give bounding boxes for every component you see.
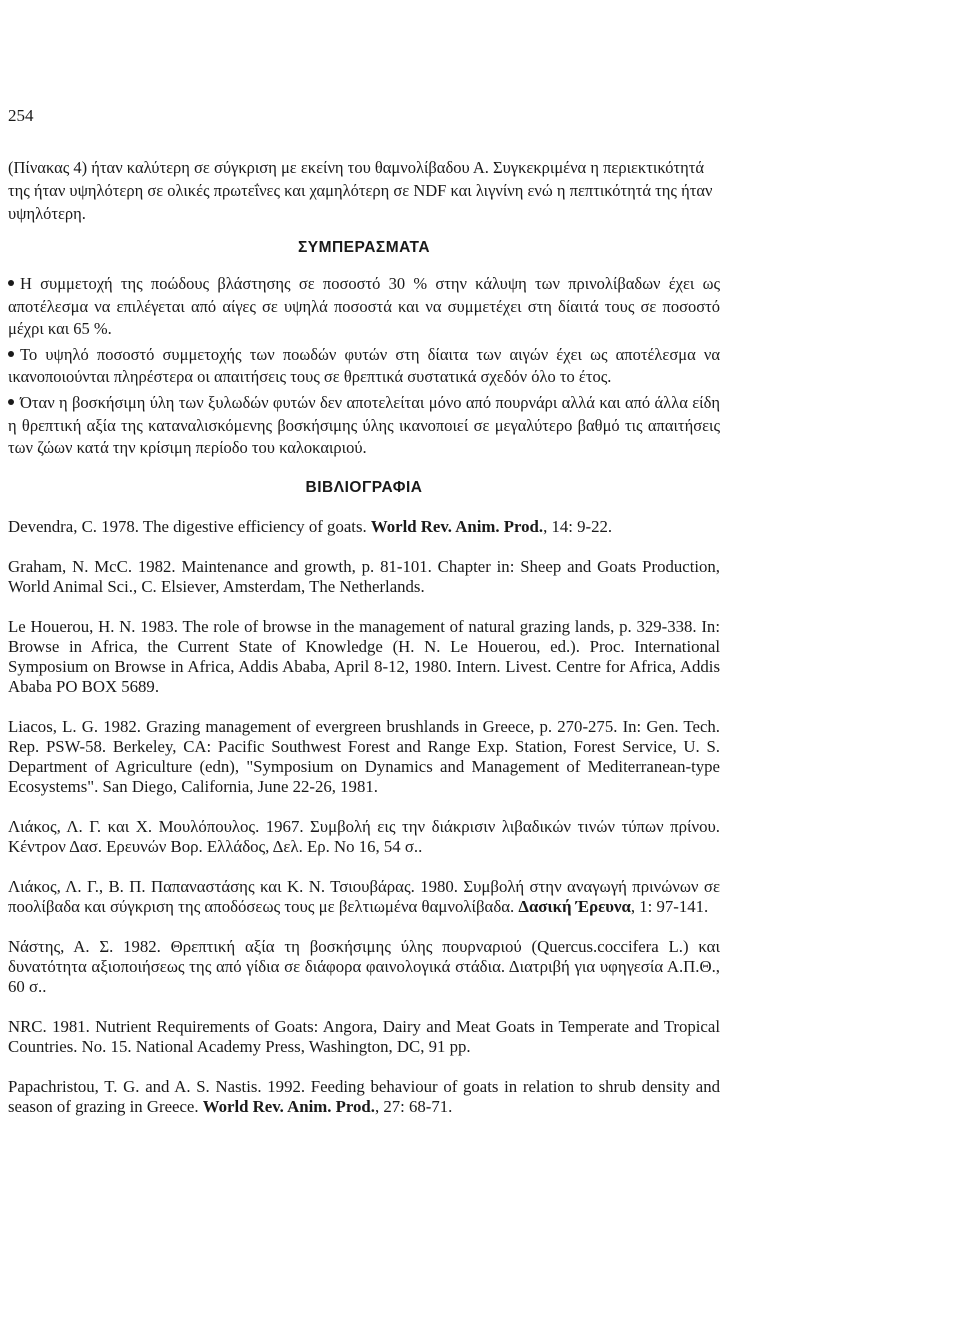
bullet-icon: [8, 280, 14, 286]
reference-entry: [8, 1017, 720, 1057]
ref-tail: , 14: 9-22.: [543, 516, 613, 536]
conclusions-heading: ΣΥΜΠΕΡΑΣΜΑΤΑ: [297, 239, 431, 256]
page-content: [8, 156, 720, 1137]
bullet-icon: [8, 351, 14, 357]
reference-entry: [8, 937, 720, 997]
ref-text: Νάστης, Α. Σ. 1982. Θρεπτική αξία τη βοσκήσιμης ύλης πουρναριού (Quercus.coccifera L.) και δυνατότητα αξιοποιήσεως της από γίδια σε διάφορα φαινολογικά στάδια. Διατριβή για υφηγεσία Α.Π.Θ., 60 σ..: [8, 936, 720, 996]
reference-entry: [8, 617, 720, 697]
reference-entry: [8, 517, 720, 537]
conclusion-text: Όταν η βοσκήσιμη ύλη των ξυλωδών φυτών δεν αποτελείται μόνο από πουρνάρι αλλά και από άλλα είδη η θρεπτική αξία της καταναλισκόμενης βοσκήσιμης ύλης ικανοποιεί σε μεγαλύτερο βαθμό τις απαιτήσεις των ζώων κατά την κρίσιμη περίοδο του καλοκαιριού.: [8, 392, 720, 458]
conclusion-text: Η συμμετοχή της ποώδους βλάστησης σε ποσοστό 30 % στην κάλυψη των πρινολίβαδων έχει ως αποτέλεσμα να επιλέγεται από αίγες σε υψηλά ποσοστά και να συμμετέχει στη δίαιτά τους σε ποσοστό μέχρι και 65 %.: [8, 274, 720, 339]
bullet-icon: [8, 399, 14, 405]
conclusion-item: [8, 273, 720, 341]
page-number: 254: [8, 106, 34, 125]
reference-entry: [8, 1077, 720, 1117]
ref-journal: Δασική Έρευνα: [518, 896, 631, 916]
bibliography-heading: ΒΙΒΛΙΟΓΡΑΦΙΑ: [305, 478, 423, 496]
ref-text: Devendra, C. 1978. The digestive efficiency of goats.: [8, 516, 371, 536]
ref-journal: World Rev. Anim. Prod.: [202, 1096, 375, 1116]
ref-text: Λιάκος, Λ. Γ., Β. Π. Παπαναστάσης και Κ. Ν. Τσιουβάρας. 1980. Συμβολή στην αναγωγή πρινώνων σε ποολίβαδα και σύγκριση της αποδόσεως τους με βελτιωμένα θαμνολίβαδα.: [8, 876, 720, 916]
ref-text: Λιάκος, Λ. Γ. και Χ. Μουλόπουλος. 1967. Συμβολή εις την διάκρισιν λιβαδικών τινών τύπων πρίνου. Κέντρον Δασ. Ερευνών Βορ. Ελλάδος, Δελ. Ερ. No 16, 54 σ..: [8, 816, 720, 856]
intro-paragraph: (Πίνακας 4) ήταν καλύτερη σε σύγκριση με εκείνη του θαμνολίβαδου Α. Συγκεκριμένα η περιεκτικότητά της ήταν υψηλότερη σε ολικές πρωτεΐνες και χαμηλότερη σε NDF και λιγνίνη ενώ η πεπτικότητά της ήταν υψηλότερη.: [8, 158, 713, 223]
ref-text: Graham, N. McC. 1982. Maintenance and growth, p. 81-101. Chapter in: Sheep and Goats Production, World Animal Sci., C. Elsiever, Amsterdam, The Netherlands.: [8, 556, 720, 596]
reference-entry: [8, 817, 720, 857]
conclusion-item: [8, 392, 720, 460]
ref-text: NRC. 1981. Nutrient Requirements of Goats: Angora, Dairy and Meat Goats in Temperate and Tropical Countries. No. 15. National Academy Press, Washington, DC, 91 pp.: [8, 1016, 720, 1056]
conclusions-list: [8, 273, 720, 460]
reference-entry: [8, 717, 720, 797]
reference-entry: [8, 557, 720, 597]
ref-journal: World Rev. Anim. Prod.: [370, 516, 544, 536]
reference-list: [8, 517, 720, 1117]
conclusion-item: [8, 344, 720, 389]
reference-entry: [8, 877, 720, 917]
ref-tail: , 1: 97-141.: [630, 896, 709, 916]
ref-text: Le Houerou, H. N. 1983. The role of browse in the management of natural grazing lands, p. 329-338. In: Browse in Africa, the Current State of Knowledge (H. N. Le Houerou, ed.). Proc. International Symposium on Browse in Africa, Addis Ababa, April 8-12, 1980. Intern. Livest. Centre for Africa, Addis Ababa PO BOX 5689.: [8, 616, 720, 696]
conclusion-text: Το υψηλό ποσοστό συμμετοχής των ποωδών φυτών στη δίαιτα των αιγών έχει ως αποτέλεσμα να ικανοποιούνται πληρέστερα οι απαιτήσεις τους σε θρεπτικά συστατικά σχεδόν όλο το έτος.: [8, 344, 720, 387]
ref-text: Papachristou, T. G. and A. S. Nastis. 1992. Feeding behaviour of goats in relation to shrub density and season of grazing in Greece.: [8, 1076, 720, 1116]
ref-text: Liacos, L. G. 1982. Grazing management of evergreen brushlands in Greece, p. 270-275. In: Gen. Tech. Rep. PSW-58. Berkeley, CA: Pacific Southwest Forest and Range Exp. Station, Forest Service, U. S. Department of Agriculture (edn), "Symposium on Dynamics and Management of Mediterranean-type Ecosystems". San Diego, California, June 22-26, 1981.: [8, 716, 720, 796]
ref-tail: , 27: 68-71.: [374, 1096, 453, 1116]
